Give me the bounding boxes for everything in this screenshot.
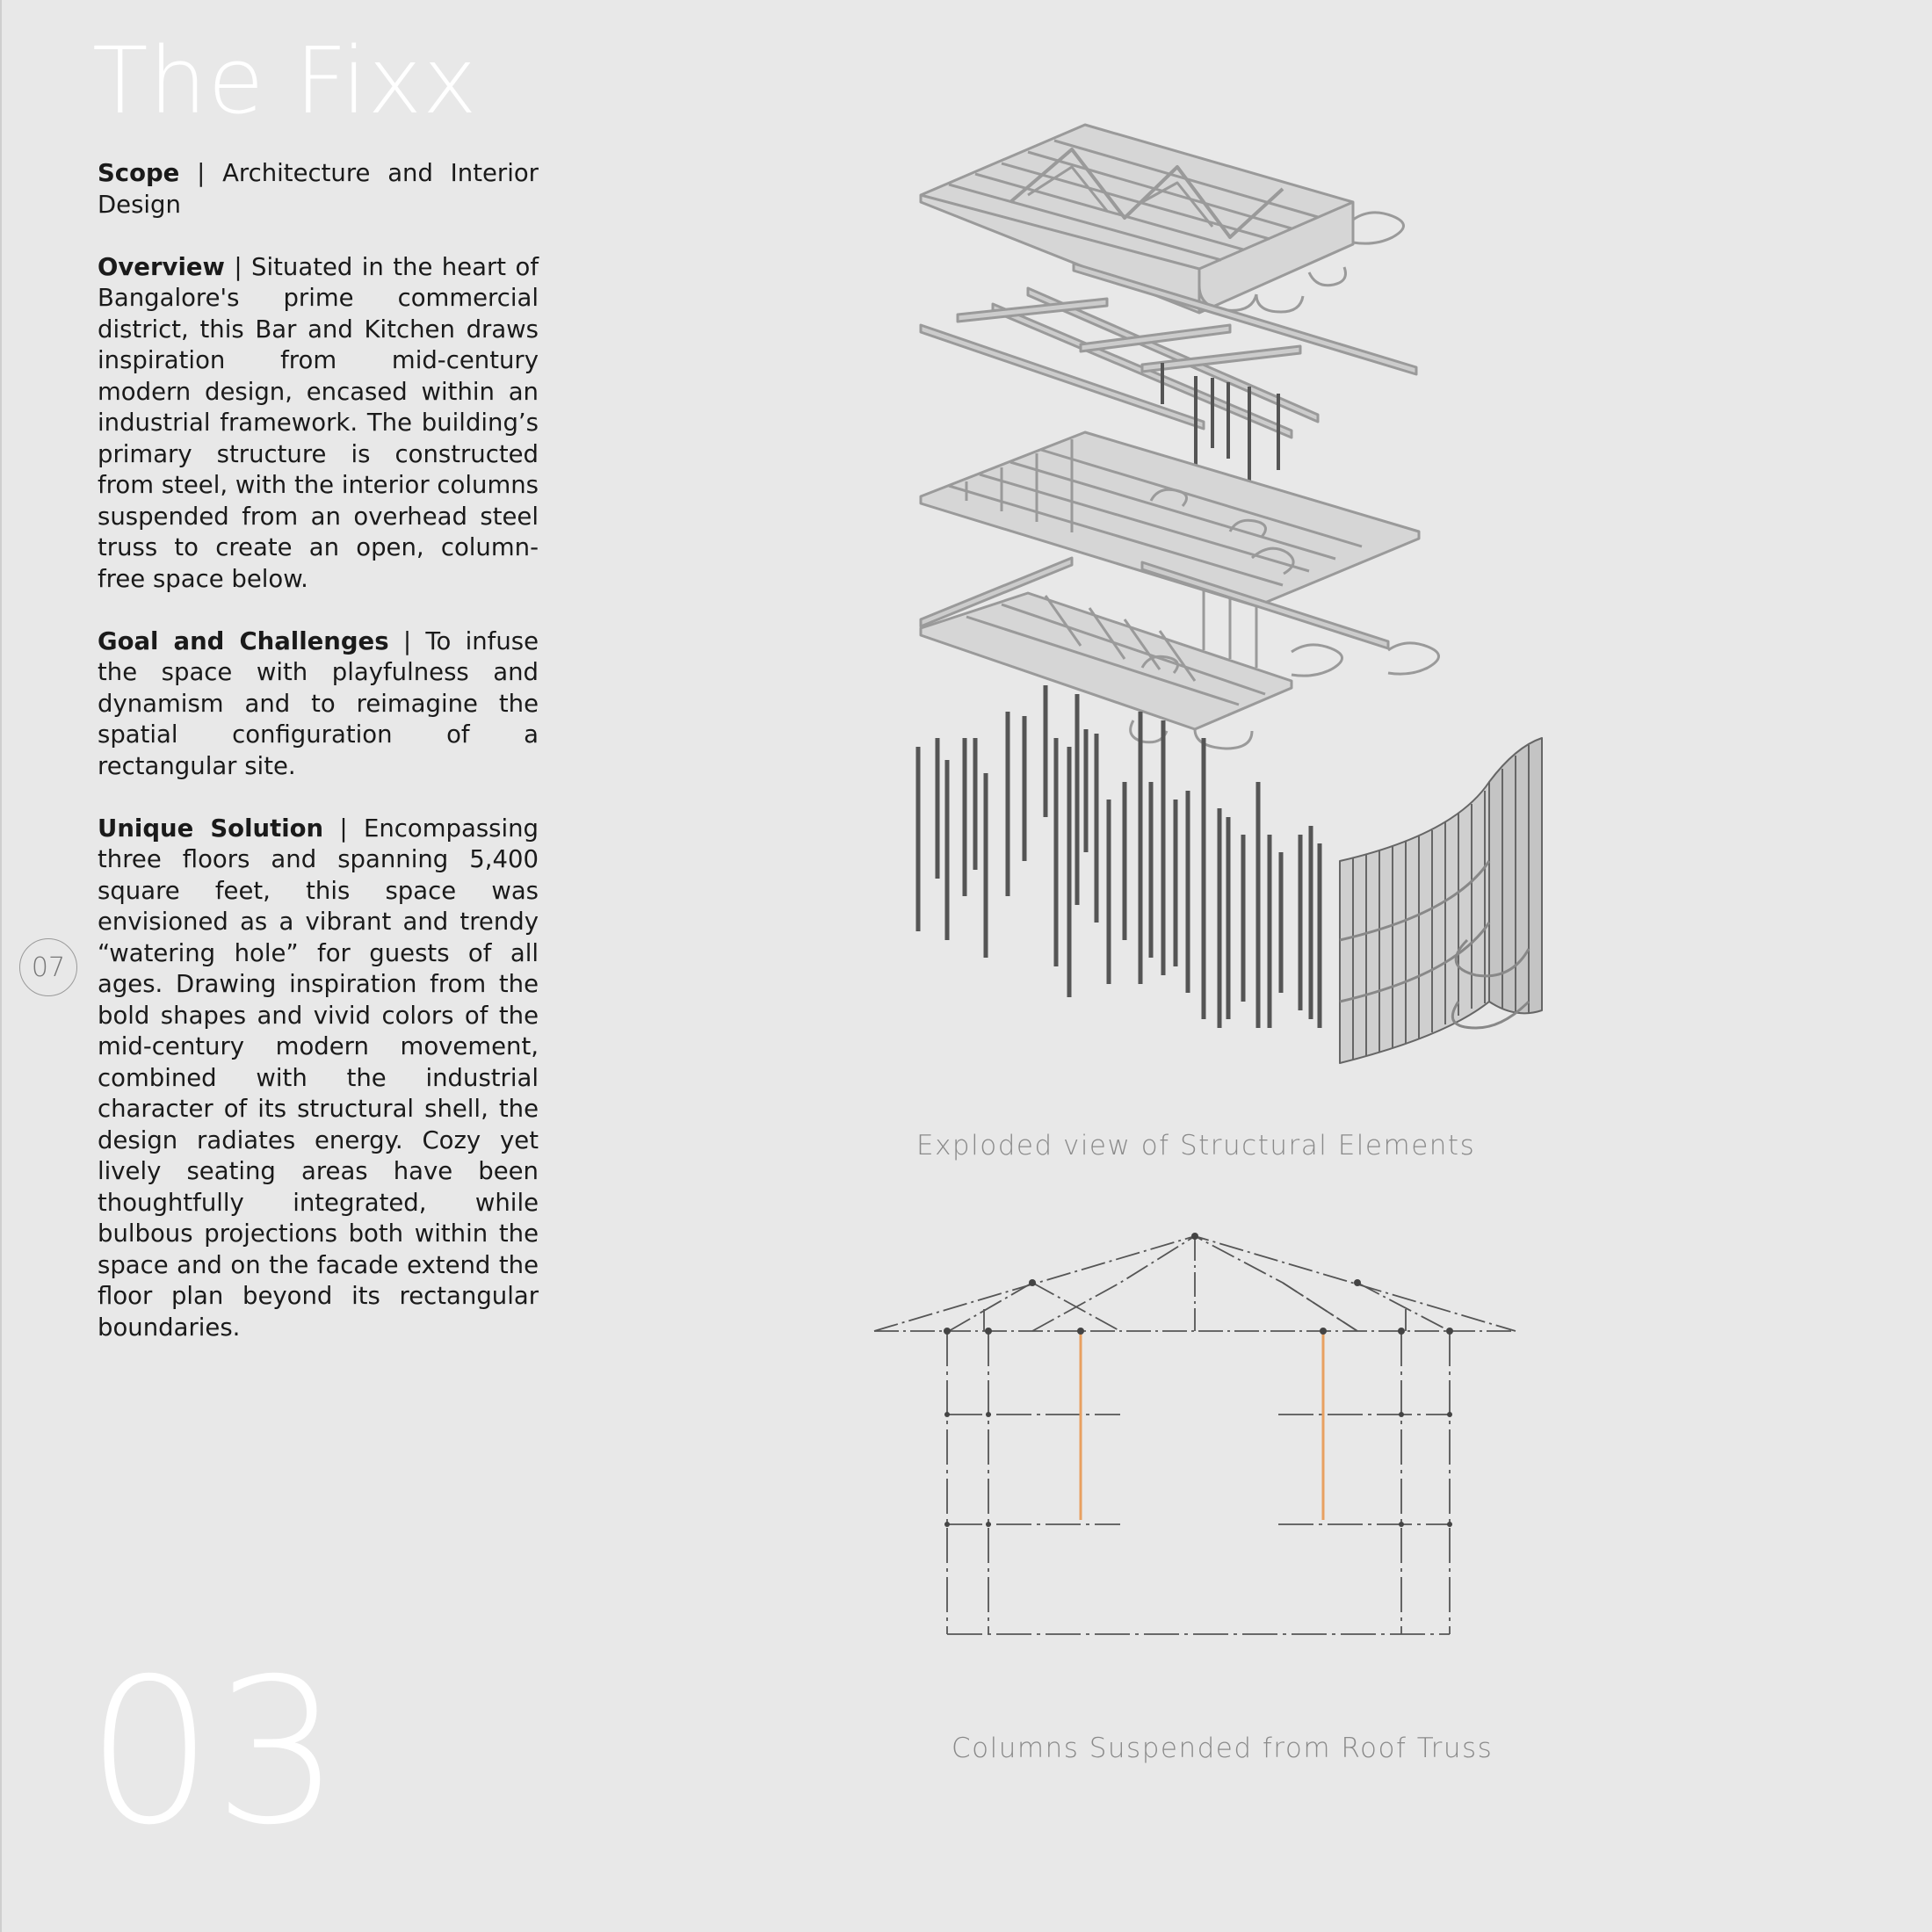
exploded-structure-drawing: [914, 114, 1564, 1081]
scope-paragraph: Scope | Architecture and Interior Design: [98, 159, 539, 219]
page-edge: [0, 0, 2, 1932]
section-caption: Columns Suspended from Roof Truss: [952, 1733, 1494, 1764]
solution-label: Unique Solution: [98, 814, 324, 843]
exploded-view-caption: Exploded view of Structural Elements: [916, 1130, 1476, 1161]
facade-curved-screen: [1340, 738, 1542, 1063]
overview-label: Overview: [98, 252, 225, 281]
project-title: The Fixx: [92, 27, 478, 134]
project-description: [98, 158, 539, 1375]
page-number-badge: 07: [19, 938, 77, 996]
ground-floor-level: [921, 558, 1439, 749]
column-field: [918, 685, 1320, 1028]
joint-dots: [944, 1233, 1453, 1527]
scope-label: Scope: [98, 159, 180, 187]
overview-paragraph: Overview | Situated in the heart of Bangalore's prime commercial district, this Bar and Kitchen draws inspiration from mid-century modern design, encased within an industrial framework. The building’s primary structure is constructed from steel, with the interior columns suspended from an overhead steel truss to create an open, column-free space below.: [98, 252, 539, 593]
overview-text: Situated in the heart of Bangalore's prime commercial district, this Bar and Kitchen draws inspiration from mid-century modern design, encased within an industrial framework. The building’s primary structure is constructed from steel, with the interior columns suspended from an overhead steel truss to create an open, column-free space below.: [98, 252, 539, 593]
scope-text: Architecture and Interior Design: [98, 159, 539, 219]
roof-truss-level: [921, 125, 1404, 313]
goal-paragraph: Goal and Challenges | To infuse the space with playfulness and dynamism and to reimagine the spatial configuration of a rectangular site.: [98, 626, 539, 780]
goal-label: Goal and Challenges: [98, 626, 389, 655]
solution-paragraph: Unique Solution | Encompassing three floors and spanning 5,400 square feet, this space was envisioned as a vibrant and trendy “watering hole” for guests of all ages. Drawing inspiration from the bold shapes and vivid colors of the mid-century modern movement, combined with the industrial character of its structural shell, the design radiates energy. Cozy yet lively seating areas have been thoughtfully integrated, while bulbous projections both within the space and on the facade extend the floor plan beyond its rectangular boundaries.: [98, 814, 539, 1342]
frame-sketch: [947, 1331, 1450, 1634]
roof-truss-sketch: [874, 1236, 1516, 1331]
section-sketch-drawing: [870, 1226, 1529, 1647]
goal-text: To infuse the space with playfulness and dynamism and to reimagine the spatial configuration of a rectangular site.: [98, 626, 539, 780]
suspended-columns-highlight: [1081, 1331, 1323, 1520]
project-number: 03: [86, 1635, 342, 1869]
first-floor-level: [921, 432, 1419, 606]
solution-text: Encompassing three floors and spanning 5,400 square feet, this space was envisioned as a vibrant and trendy “watering hole” for guests of all ages. Drawing inspiration from the bold shapes and vivid colors of the mid-century modern movement, combined with the industrial character of its structural shell, the design radiates energy. Cozy yet lively seating areas have been thoughtfully integrated, while bulbous projections both within the space and on the facade extend the floor plan beyond its rectangular boundaries.: [98, 814, 539, 1342]
